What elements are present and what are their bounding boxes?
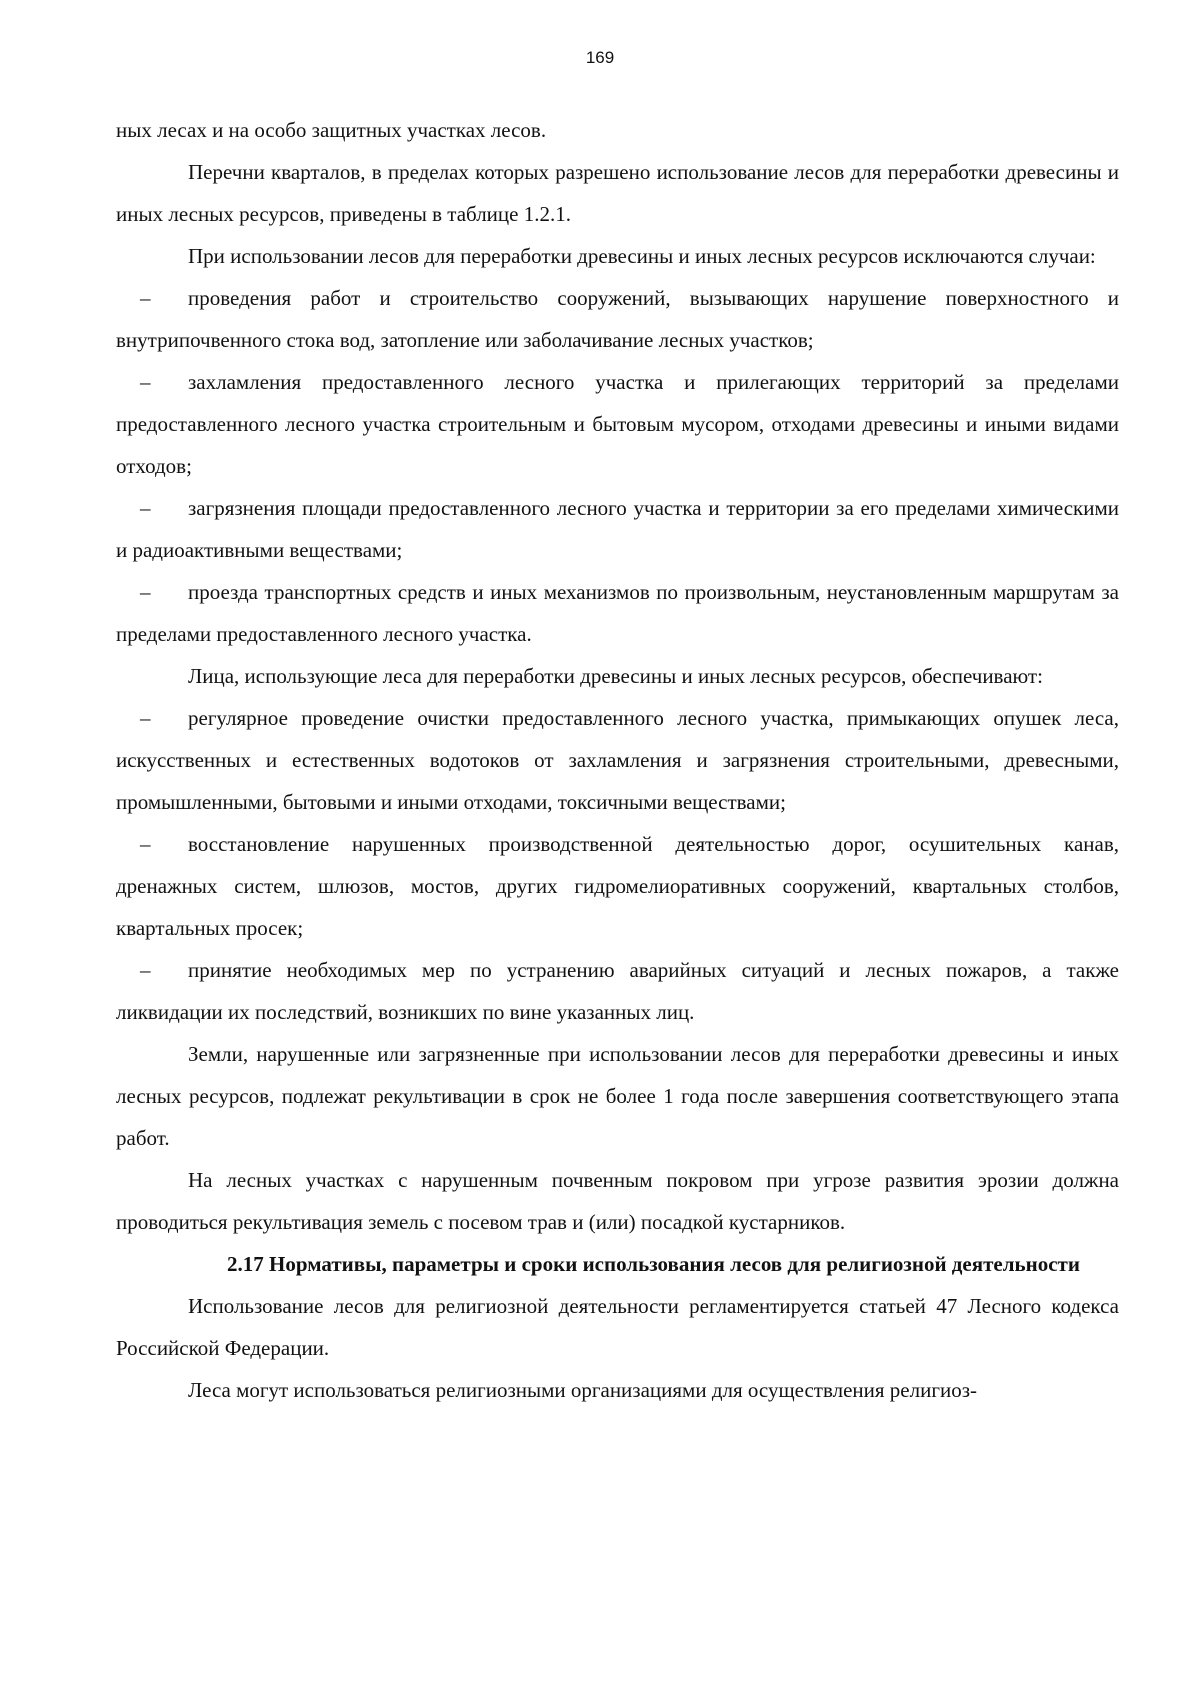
list-item (116, 949, 1119, 1033)
paragraph-erosion: На лесных участках с нарушенным почвенным покровом при угрозе развития эрозии должна проводиться рекультивация земель с посевом трав и (или) посадкой кустарников. (116, 1168, 1119, 1234)
paragraph-quarter-lists: Перечни кварталов, в пределах которых разрешено использование лесов для переработки древесины и иных лесных ресурсов, приведены в таблице 1.2.1. (116, 160, 1119, 226)
document-body (116, 109, 1119, 1411)
list-item (116, 277, 1119, 361)
paragraph-obligations-intro: Лица, использующие леса для переработки древесины и иных лесных ресурсов, обеспечивают: (188, 664, 1043, 688)
list-dash: – (140, 958, 151, 982)
list-item-text: восстановление нарушенных производственной деятельностью дорог, осушительных канав, дренажных систем, шлюзов, мостов, других гидромелиоративных сооружений, квартальных столбов, квартальных просек; (116, 832, 1119, 940)
paragraph-excluded-cases-intro: При использовании лесов для переработки древесины и иных лесных ресурсов исключаются случаи: (188, 244, 1096, 268)
list-item-text: регулярное проведение очистки предоставленного лесного участка, примыкающих опушек леса, искусственных и естественных водотоков от захламления и загрязнения строительными, древесными, промышленными, бытовыми и иными отходами, токсичными веществами; (116, 706, 1119, 814)
paragraph-religious-regulation: Использование лесов для религиозной деятельности регламентируется статьей 47 Лесного кодекса Российской Федерации. (116, 1294, 1119, 1360)
list-dash: – (140, 706, 151, 730)
list-item-text: принятие необходимых мер по устранению аварийных ситуаций и лесных пожаров, а также ликвидации их последствий, возникших по вине указанных лиц. (116, 958, 1119, 1024)
list-item-text: загрязнения площади предоставленного лесного участка и территории за его пределами химическими и радиоактивными веществами; (116, 496, 1119, 562)
section-heading: 2.17 Нормативы, параметры и сроки использования лесов для религиозной деятельности (227, 1252, 1080, 1276)
paragraph-religious-organizations: Леса могут использоваться религиозными организациями для осуществления религиоз- (188, 1378, 977, 1402)
list-item-text: захламления предоставленного лесного участка и прилегающих территорий за пределами предоставленного лесного участка строительным и бытовым мусором, отходами древесины и иными видами отходов; (116, 370, 1119, 478)
list-item-text: проезда транспортных средств и иных механизмов по произвольным, неустановленным маршрутам за пределами предоставленного лесного участка. (116, 580, 1119, 646)
list-dash: – (140, 580, 151, 604)
list-dash: – (140, 286, 151, 310)
list-item-text: проведения работ и строительство сооружений, вызывающих нарушение поверхностного и внутрипочвенного стока вод, затопление или заболачивание лесных участков; (116, 286, 1119, 352)
page-number: 169 (585, 48, 615, 67)
list-item (116, 697, 1119, 823)
paragraph-land-reclamation: Земли, нарушенные или загрязненные при использовании лесов для переработки древесины и иных лесных ресурсов, подлежат рекультивации в срок не более 1 года после завершения соответствующего этапа работ. (116, 1042, 1119, 1150)
paragraph-continuation: ных лесах и на особо защитных участках лесов. (116, 118, 547, 142)
list-item (116, 571, 1119, 655)
list-item (116, 361, 1119, 487)
list-item (116, 823, 1119, 949)
list-dash: – (140, 496, 151, 520)
list-dash: – (140, 370, 151, 394)
list-dash: – (140, 832, 151, 856)
list-item (116, 487, 1119, 571)
